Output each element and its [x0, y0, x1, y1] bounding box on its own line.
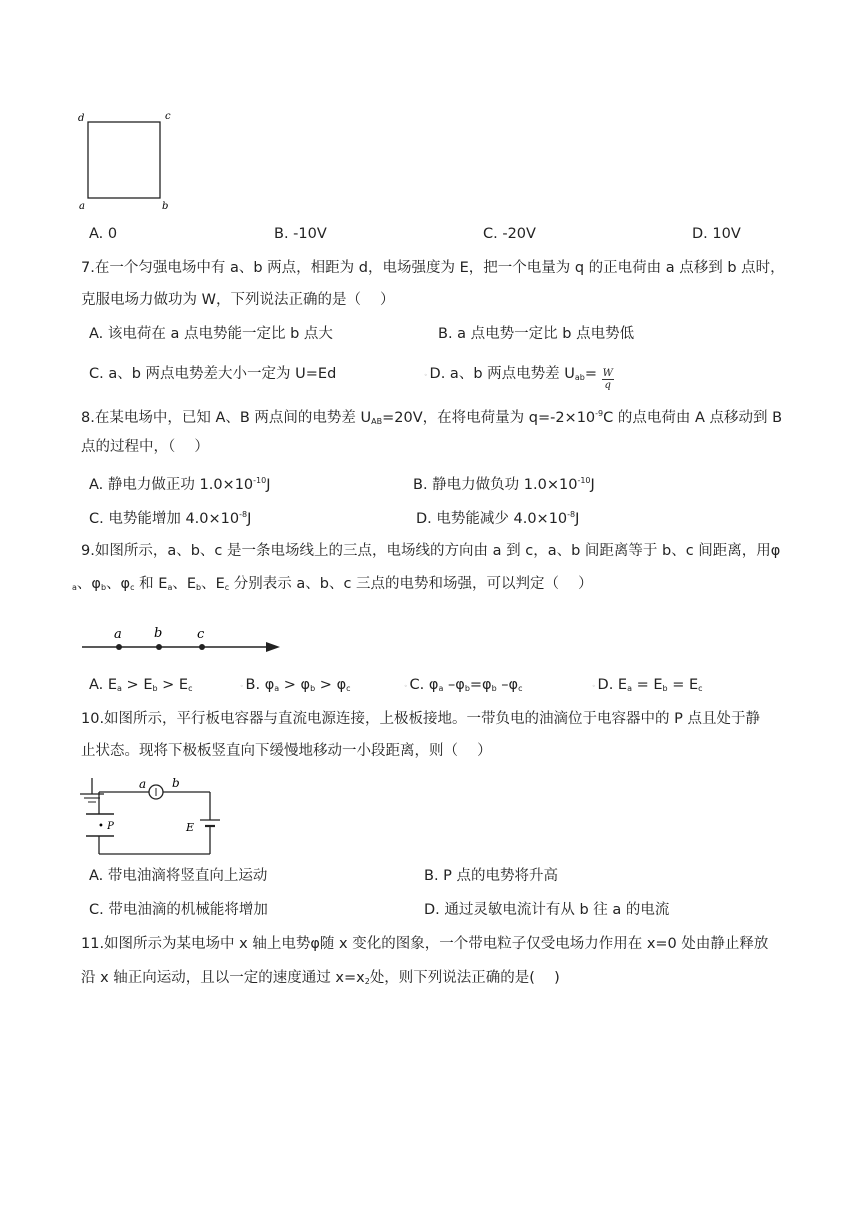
label-e: E: [186, 821, 195, 834]
q9-stem-line1: 9.如图所示，a、b、c 是一条电场线上的三点，电场线的方向由 a 到 c，a、b 间距离等于 b、c 间距离，用φ: [81, 543, 781, 559]
q7-option-a: A. 该电荷在 a 点电势能一定比 b 点大: [89, 326, 333, 342]
q11-stem-line2: 沿 x 轴正向运动，且以一定的速度通过 $x=x_2$处，则下列说法正确的是( ): [81, 970, 560, 986]
point-b: [156, 644, 162, 650]
q6-option-a: A. 0: [89, 226, 118, 242]
q9-option-b: ◦ B. $\varphi_a > \varphi_b > \varphi_c$: [240, 677, 351, 693]
q6-option-c: C. -20V: [483, 226, 536, 242]
label-b: b: [154, 626, 163, 641]
q8-stem-line1: 8.在某电场中，已知 A、B 两点间的电势差 $U_{AB}=20V$，在将电荷量为 $q=-2\times 10^{-9}C$ 的点电荷由 A 点移动到 B: [81, 409, 783, 426]
q9-option-d: ◦ D. $E_a = E_b = E_c$: [592, 677, 703, 693]
square-outline: [88, 122, 160, 198]
q8-option-d: D. 电势能减少 $4.0\times 10^{-8}J$: [416, 510, 580, 527]
q7-option-c: C. a、b 两点电势差大小一定为 U=Ed: [89, 366, 337, 382]
q7-stem-line2: 克服电场力做功为 W，下列说法正确的是（ ）: [81, 292, 395, 308]
q9-option-c: ◦ C. $\varphi_a$ $-\varphi_b=\varphi_b$ $-\varphi_c$: [404, 677, 523, 693]
point-a: [116, 644, 122, 650]
label-b: b: [172, 776, 180, 790]
q10-stem-line1: 10.如图所示，平行板电容器与直流电源连接，上极板接地。一带负电的油滴位于电容器中的 P 点且处于静: [81, 711, 761, 727]
square-figure: [76, 108, 176, 212]
q10-option-c: C. 带电油滴的机械能将增加: [89, 902, 268, 918]
q8-option-a: A. 静电力做正功 $1.0\times 10^{-10}J$: [89, 476, 271, 493]
bullet-mark: ◦: [424, 372, 428, 379]
q10-stem-line2: 止状态。现将下极板竖直向下缓慢地移动一小段距离，则（ ）: [81, 743, 492, 759]
q10-option-d: D. 通过灵敏电流计有从 b 往 a 的电流: [424, 902, 670, 918]
q9-stem-line2: $_a$、$\varphi_b$、$\varphi_c$ 和 $E_a$、$E_b$、$E_c$ 分别表示 a、b、c 三点的电势和场强，可以判定（ ）: [72, 576, 593, 592]
label-p: • P: [98, 821, 114, 832]
q7-option-b: B. a 点电势一定比 b 点电势低: [438, 326, 635, 342]
label-a: a: [79, 201, 85, 212]
q6-option-d: D. 10V: [692, 226, 741, 242]
q9-option-a: A. $E_a > E_b > E_c$: [89, 677, 193, 693]
label-b: b: [162, 201, 169, 212]
q10-option-a: A. 带电油滴将竖直向上运动: [89, 868, 268, 884]
q8-option-b: B. 静电力做负功 $1.0\times 10^{-10}J$: [413, 476, 595, 493]
q8-option-c: C. 电势能增加 $4.0\times 10^{-8}J$: [89, 510, 252, 527]
q10-option-b: B. P 点的电势将升高: [424, 868, 559, 884]
label-c: c: [165, 111, 171, 122]
label-d: d: [78, 113, 85, 124]
q6-option-b: B. -10V: [274, 226, 327, 242]
q8-stem-line2: 点的过程中，（ ）: [81, 439, 209, 455]
fraction-w-over-q: $\frac{W}{q}$: [602, 368, 613, 391]
field-line-figure: [80, 626, 284, 656]
label-a: a: [114, 627, 122, 642]
q11-stem-line1: 11.如图所示为某电场中 x 轴上电势φ随 x 变化的图象，一个带电粒子仅受电场力作用在 x=0 处由静止释放: [81, 936, 769, 952]
point-c: [199, 644, 205, 650]
label-c: c: [197, 627, 205, 642]
arrowhead-icon: [266, 642, 280, 652]
label-a: a: [139, 777, 147, 791]
q7-option-d: ◦ D. a、b 两点电势差 $U_{ab}=$ $\frac{W}{q}$: [424, 366, 613, 391]
q7-stem-line1: 7.在一个匀强电场中有 a、b 两点，相距为 d，电场强度为 E，把一个电量为 q 的正电荷由 a 点移到 b 点时，: [81, 260, 785, 276]
capacitor-circuit-figure: [78, 774, 224, 858]
